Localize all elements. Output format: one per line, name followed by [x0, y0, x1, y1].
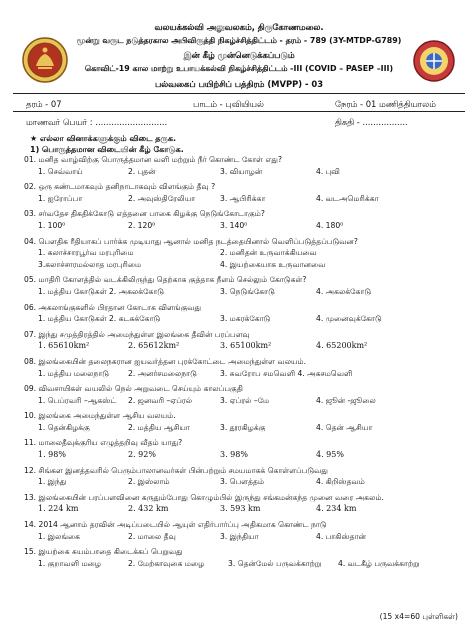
option: 4. புவி: [316, 166, 340, 176]
option: 1. பெப்ரவரி –ஆகஸ்ட்: [38, 395, 117, 405]
option: 3. 593 km: [220, 504, 261, 514]
option: 3. பௌத்தம்: [220, 477, 265, 487]
option: 2. அனர்சமலைநாடு: [128, 368, 197, 378]
option: 1. 98%: [38, 450, 66, 460]
question-item: [24, 546, 464, 569]
meta-divider: [13, 111, 465, 112]
worksheet-title: பல்வகைப் பயிற்சிப் பத்திரம் (MVPP) - 03: [154, 79, 324, 89]
option: 2. மாலை தீவு: [128, 531, 176, 541]
instruction-all: ★ எல்லா வினாக்களுக்கும் விடை தருக.: [30, 134, 177, 143]
option: 3. ஏப்ரல் –மே: [220, 395, 270, 405]
option: 4. அகலக்கோடு: [316, 286, 372, 296]
option: 4. 234 km: [316, 504, 357, 514]
option: 1. இலங்கை: [38, 531, 81, 541]
question-stem: 02. ஒரு கண்டமாகவும் தனிநாடாகவும் விளங்கும் தீவு ?: [24, 182, 216, 192]
question-item: [24, 208, 464, 231]
option: 4. பாகிஸ்தான்: [316, 531, 366, 541]
option: 2. அவுஸ்திரேலியா: [128, 193, 196, 203]
question-item: [24, 383, 464, 406]
question-item: [24, 492, 464, 515]
option: 4. 180⁰: [316, 220, 344, 230]
option: 3.கலாச்சாரமல்லாத மரபுரிமை: [38, 259, 142, 269]
option: 1. குறாவளி மழை: [38, 558, 101, 568]
student-name-field: மாணவர் பெயர் : ...........................: [26, 117, 168, 127]
option: 3. சுவரோப சமவெளி 4. அகசமவெளி: [220, 368, 353, 378]
option: 1. 224 km: [38, 504, 79, 514]
option: 1. மத்திய கோடுகள் 2. கடகக்கோடு: [38, 314, 161, 324]
option: 1. கலாச்சாரபூர்வ மரபுரிமை: [38, 248, 134, 258]
option: 1. ஐரோப்பா: [38, 193, 83, 203]
option: 2. ஜனவரி –ஏப்ரல்: [128, 395, 193, 405]
option: 4. தென் ஆசியா: [316, 422, 373, 432]
question-stem: 06. அகலாங்குகளில் பிரதான கோடாக விளங்குவது: [24, 302, 202, 312]
option: 2. இஸ்லாம்: [128, 477, 170, 487]
question-item: [24, 181, 464, 204]
question-item: [24, 465, 464, 488]
option: 2. மனிதன் உருவாக்கியவை: [220, 248, 317, 258]
option: 3. 65100km²: [220, 341, 272, 351]
option: 2. 432 km: [128, 504, 169, 514]
option: 2. 92%: [128, 450, 156, 460]
date-field: திகதி - .................: [335, 117, 408, 127]
question-stem: 13. இலங்கையின் பரப்பளவினை கருதும்போது கொழும்பில் இருந்து சங்கமன்கந்த முனை வரை அகலம்.: [24, 492, 384, 502]
question-list: [24, 154, 464, 569]
sri-lanka-emblem-icon: [21, 36, 69, 84]
option: 4. முனைவுக்கோடு: [316, 314, 382, 324]
question-stem: 05. மாதிரி கோளத்தில் வடக்கிலிருந்து தெற்காக குத்தாக நீளம் செல்லும் கோடுகள்?: [24, 275, 307, 285]
option: 3. 98%: [220, 450, 248, 460]
question-stem: 07. இந்து சமுத்திரத்தில் அமைந்துள்ள இலங்கை தீவின் பரப்பளவு: [24, 329, 250, 339]
question-stem: 11. மாலைதீவுக்குரிய எழுத்தறிவு வீதம் யாது?: [24, 438, 183, 448]
subject-label: பாடம் - புவியியல்: [193, 99, 264, 109]
question-item: [24, 329, 464, 352]
question-stem: 04. பௌதிக ரீதியாகப் பார்க்க முடியாது ஆனால் மனித நடத்தையினால் வெளிப்படுத்தப்படுவன?: [24, 236, 358, 246]
question-stem: 08. இலங்கையின் தலைநகரான ஐயவர்த்தன புரக்கோட்டை அமைந்துள்ள வலயம்.: [24, 356, 307, 366]
grade-label: தரம் - 07: [26, 99, 62, 109]
question-item: [24, 154, 464, 177]
question-item: [24, 437, 464, 460]
covid-programme-title: கொவிட்-19 கால மாற்று உபாயக்கல்வி நிகழ்ச்சித்திட்டம் -III (COVID – PASEP –III): [84, 64, 394, 73]
question-item: [24, 519, 464, 542]
programme-subtitle: இன் கீழ் முன்னெடுக்கப்படும்: [183, 50, 295, 60]
option: 2. 65612km²: [128, 341, 180, 351]
programme-title: மூன்று வருட நடுத்தரகால அபிவிருத்தி நிகழ்ச்சித்திட்டம் - தரம் - 789 (3Y-MTDP-G789): [76, 36, 402, 45]
option: 4. கிறிஸ்தவம்: [316, 477, 365, 487]
option: 4. வடகீழ் பருவக்காற்று: [338, 558, 420, 568]
option: 3. தென்மேல் பருவக்காற்று: [228, 558, 322, 568]
option: 1. மத்திய மலைநாடு: [38, 368, 110, 378]
option: 3. மகரக்கோடு: [220, 314, 271, 324]
question-stem: 03. சர்வதேச திகதிக்கோடு எத்தனை பாகை கிழக்கு நெடுங்கோடாகும்?: [24, 209, 265, 219]
option: 3. நெடுங்கோடு: [220, 286, 275, 296]
option: 1. மத்திய கோடுகள் 2. அகலக்கோடு: [38, 286, 165, 296]
option: 1. 100⁰: [38, 220, 66, 230]
option: 2. புதன்: [128, 166, 156, 176]
option: 2. மத்திய ஆசியா: [128, 422, 190, 432]
option: 4. 95%: [316, 450, 344, 460]
option: 2. மேற்காவுகை மழை: [128, 558, 205, 568]
question-stem: 12. சிங்கள இனத்தவரில் பெரும்பாலானவர்கள் பின்பற்றும் சமயமாகக் கொள்ளப்படுவது: [24, 465, 329, 475]
question-item: [24, 302, 464, 325]
option: 4. 65200km²: [316, 341, 368, 351]
option: 2. 120⁰: [128, 220, 156, 230]
option: 4. ஜூன் -ஜூலை: [316, 395, 376, 405]
question-item: [24, 356, 464, 379]
option: 4. வடஅமெரிக்கா: [316, 193, 379, 203]
office-title: வலயக்கல்வி அலுவலகம், திருகோணமலை.: [154, 22, 324, 32]
question-item: [24, 410, 464, 433]
option: 1. 65610km²: [38, 341, 90, 351]
option: 3. 140⁰: [220, 220, 248, 230]
total-marks: (15 x4=60 புள்ளிகள்): [379, 612, 458, 621]
time-label: நேரம் - 01 மணித்தியாலம்: [335, 99, 436, 109]
question-stem: 09. விவசாயிகள் வயலில் நெல் அறுவடை செய்யும் காலப்பகுதி: [24, 384, 243, 394]
question-item: [24, 236, 464, 271]
option: 3. தூரகிழக்கு: [220, 422, 266, 432]
instruction-underline: 1) பொருத்தமான விடையின் கீழ் கோடுக.: [30, 145, 184, 154]
option: 1. தென்கிழக்கு: [38, 422, 90, 432]
question-stem: 14. 2014 ஆனாம் தரவின் அடிப்படையில் ஆயுள் எதிர்பார்ப்பு அதிகமாக கொண்ட நாடு: [24, 520, 327, 530]
option: 1. செவ்வாய்: [38, 166, 83, 176]
option: 3. இந்தியா: [220, 531, 259, 541]
question-stem: 10. இலங்கை அமைந்துள்ள ஆசிய வலயம்.: [24, 411, 176, 421]
zonal-office-logo-icon: [412, 39, 456, 83]
option: 1. இந்து: [38, 477, 67, 487]
option: 4. இயற்கையாக உருவானவை: [220, 259, 326, 269]
option: 3. ஆபிரிக்கா: [220, 193, 266, 203]
option: 3. வியாழன்: [220, 166, 263, 176]
question-item: [24, 274, 464, 297]
header-divider: [13, 93, 465, 94]
question-stem: 15. இயற்கை சுயம்பாதை கிடைக்கப் பெறுவது: [24, 547, 183, 557]
question-stem: 01. மனித வாழ்விற்கு பொருத்தமான வளி மற்றும் நீர் கொண்ட கோள் எது?: [24, 155, 282, 164]
